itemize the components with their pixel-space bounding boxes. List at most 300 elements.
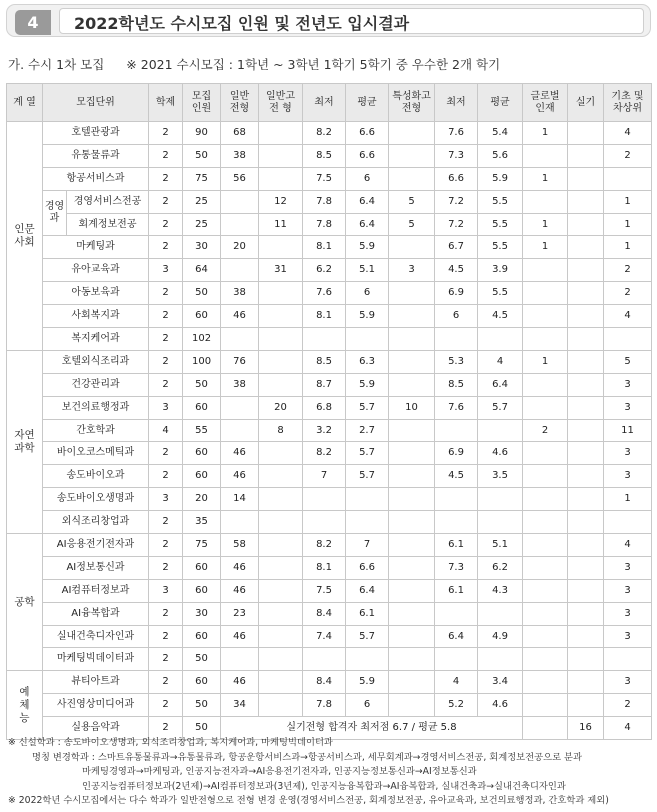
- value-cell: 4: [604, 122, 652, 145]
- value-cell: 20: [259, 396, 303, 419]
- value-cell: [221, 419, 259, 442]
- department-cell: AI융복합과: [43, 602, 149, 625]
- value-cell: [389, 419, 435, 442]
- value-cell: 5.9: [346, 373, 389, 396]
- value-cell: [259, 373, 303, 396]
- value-cell: 10: [389, 396, 435, 419]
- table-row: [7, 122, 652, 145]
- value-cell: 2: [604, 259, 652, 282]
- value-cell: 8.5: [435, 373, 478, 396]
- value-cell: [523, 465, 568, 488]
- value-cell: 12: [259, 190, 303, 213]
- value-cell: 34: [221, 694, 259, 717]
- value-cell: [478, 419, 523, 442]
- value-cell: [259, 671, 303, 694]
- table-row: [7, 534, 652, 557]
- value-cell: 2: [523, 419, 568, 442]
- value-cell: 7.8: [303, 190, 346, 213]
- value-cell: [259, 534, 303, 557]
- value-cell: [568, 236, 604, 259]
- table-row: [7, 190, 652, 213]
- value-cell: 100: [183, 350, 221, 373]
- value-cell: 2: [149, 465, 183, 488]
- value-cell: [259, 694, 303, 717]
- value-cell: 30: [183, 602, 221, 625]
- department-cell: 유통물류과: [43, 144, 149, 167]
- value-cell: 50: [183, 717, 221, 740]
- value-cell: 5.1: [478, 534, 523, 557]
- value-cell: 6.1: [346, 602, 389, 625]
- value-cell: [523, 671, 568, 694]
- table-row: [7, 396, 652, 419]
- value-cell: 7.6: [435, 122, 478, 145]
- value-cell: [604, 328, 652, 351]
- value-cell: [389, 488, 435, 511]
- footnotes: [8, 736, 653, 809]
- value-cell: 6.9: [435, 442, 478, 465]
- section-title-box: [59, 8, 644, 34]
- department-cell: 아동보육과: [43, 282, 149, 305]
- value-cell: 2: [149, 602, 183, 625]
- value-cell: [568, 465, 604, 488]
- table-row: [7, 259, 652, 282]
- value-cell: 4: [149, 419, 183, 442]
- col-header: 일반고 전 형: [259, 84, 303, 122]
- value-cell: [568, 282, 604, 305]
- value-cell: [568, 396, 604, 419]
- value-cell: 76: [221, 350, 259, 373]
- department-cell: 실용음악과: [43, 717, 149, 740]
- value-cell: [523, 648, 568, 671]
- value-cell: 4.6: [478, 694, 523, 717]
- value-cell: 7.4: [303, 625, 346, 648]
- department-cell: 호텔외식조리과: [43, 350, 149, 373]
- value-cell: [303, 511, 346, 534]
- col-header: 일반 전형: [221, 84, 259, 122]
- value-cell: [389, 694, 435, 717]
- value-cell: [523, 373, 568, 396]
- value-cell: 7.2: [435, 190, 478, 213]
- value-cell: 5.7: [478, 396, 523, 419]
- value-cell: 4: [604, 534, 652, 557]
- table-body: [7, 122, 652, 740]
- value-cell: 5.7: [346, 465, 389, 488]
- col-header: 평균: [346, 84, 389, 122]
- value-cell: [259, 625, 303, 648]
- value-cell: 75: [183, 167, 221, 190]
- value-cell: [303, 328, 346, 351]
- value-cell: 4: [478, 350, 523, 373]
- value-cell: [568, 511, 604, 534]
- value-cell: [478, 648, 523, 671]
- col-header: 모집 인원: [183, 84, 221, 122]
- value-cell: [523, 694, 568, 717]
- table-subtitle: [8, 55, 500, 73]
- table-row: [7, 282, 652, 305]
- table-row: [7, 579, 652, 602]
- value-cell: 1: [604, 236, 652, 259]
- value-cell: [259, 305, 303, 328]
- value-cell: [478, 488, 523, 511]
- value-cell: [568, 648, 604, 671]
- value-cell: [259, 648, 303, 671]
- value-cell: 5.9: [346, 236, 389, 259]
- value-cell: [259, 556, 303, 579]
- value-cell: 50: [183, 694, 221, 717]
- value-cell: 60: [183, 625, 221, 648]
- value-cell: [259, 511, 303, 534]
- department-cell: 뷰티아트과: [43, 671, 149, 694]
- value-cell: 4: [604, 717, 652, 740]
- table-row: [7, 328, 652, 351]
- value-cell: 3: [149, 396, 183, 419]
- value-cell: 3.9: [478, 259, 523, 282]
- department-cell: 마케팅과: [43, 236, 149, 259]
- value-cell: 6: [346, 282, 389, 305]
- value-cell: 50: [183, 144, 221, 167]
- value-cell: [259, 579, 303, 602]
- value-cell: 6.6: [346, 144, 389, 167]
- value-cell: 4.3: [478, 579, 523, 602]
- value-cell: [435, 328, 478, 351]
- value-cell: 38: [221, 282, 259, 305]
- value-cell: 8.2: [303, 442, 346, 465]
- value-cell: [389, 122, 435, 145]
- table-row: [7, 236, 652, 259]
- value-cell: 6.4: [478, 373, 523, 396]
- value-cell: 2: [149, 167, 183, 190]
- value-cell: 1: [604, 488, 652, 511]
- value-cell: [523, 488, 568, 511]
- value-cell: 3: [604, 625, 652, 648]
- value-cell: 2: [149, 442, 183, 465]
- value-cell: 3: [604, 579, 652, 602]
- value-cell: 50: [183, 282, 221, 305]
- value-cell: 5.1: [346, 259, 389, 282]
- department-cell: 실내건축디자인과: [43, 625, 149, 648]
- table-row: [7, 419, 652, 442]
- subtitle-note: ※ 2021 수시모집 : 1학년 ~ 3학년 1학기 5학기 중 우수한 2개 학기: [126, 57, 501, 72]
- value-cell: [523, 442, 568, 465]
- department-cell: 호텔관광과: [43, 122, 149, 145]
- value-cell: 46: [221, 305, 259, 328]
- value-cell: 7.6: [435, 396, 478, 419]
- value-cell: 3: [389, 259, 435, 282]
- table-row: [7, 671, 652, 694]
- section-number: 4: [15, 10, 51, 35]
- value-cell: [259, 167, 303, 190]
- value-cell: [259, 144, 303, 167]
- value-cell: 25: [183, 190, 221, 213]
- value-cell: [523, 282, 568, 305]
- value-cell: 58: [221, 534, 259, 557]
- value-cell: 102: [183, 328, 221, 351]
- col-header: 평균: [478, 84, 523, 122]
- value-cell: 3: [604, 442, 652, 465]
- value-cell: 8.1: [303, 236, 346, 259]
- value-cell: [389, 442, 435, 465]
- value-cell: 7.3: [435, 556, 478, 579]
- department-cell: 유아교육과: [43, 259, 149, 282]
- value-cell: [346, 328, 389, 351]
- value-cell: 3: [604, 465, 652, 488]
- value-cell: 60: [183, 305, 221, 328]
- value-cell: 46: [221, 579, 259, 602]
- value-cell: [435, 602, 478, 625]
- value-cell: 6.3: [346, 350, 389, 373]
- table-row: [7, 373, 652, 396]
- footnote-new-depts: ※ 신설학과 : 송도바이오생명과, 외식조리창업과, 복지케어과, 마케팅빅데이터과: [8, 737, 333, 748]
- value-cell: 60: [183, 396, 221, 419]
- value-cell: 1: [523, 350, 568, 373]
- value-cell: [604, 648, 652, 671]
- value-cell: 20: [221, 236, 259, 259]
- department-cell: 보건의료행정과: [43, 396, 149, 419]
- value-cell: 5.7: [346, 625, 389, 648]
- value-cell: 3.4: [478, 671, 523, 694]
- value-cell: [389, 350, 435, 373]
- value-cell: 2: [149, 625, 183, 648]
- col-header: 실기: [568, 84, 604, 122]
- value-cell: [346, 511, 389, 534]
- footnote-renamed: 명칭 변경학과 : 스마트유통물류과→유통물류과, 항공운항서비스과→항공서비스과, 세무회계과→경영서비스전공, 회계정보전공으로 분과: [32, 751, 582, 763]
- value-cell: 7: [303, 465, 346, 488]
- value-cell: 2: [604, 144, 652, 167]
- value-cell: 1: [523, 236, 568, 259]
- value-cell: [389, 671, 435, 694]
- value-cell: 3: [604, 671, 652, 694]
- value-cell: 8.1: [303, 556, 346, 579]
- table-row: [7, 694, 652, 717]
- value-cell: 5.9: [478, 167, 523, 190]
- value-cell: 46: [221, 442, 259, 465]
- value-cell: 8.5: [303, 350, 346, 373]
- value-cell: [221, 648, 259, 671]
- value-cell: [389, 648, 435, 671]
- value-cell: [568, 625, 604, 648]
- department-cell: 항공서비스과: [43, 167, 149, 190]
- table-row: [7, 488, 652, 511]
- merged-note-cell: 실기전형 합격자 최저점 6.7 / 평균 5.8: [221, 717, 523, 740]
- col-header: 학제: [149, 84, 183, 122]
- value-cell: [568, 259, 604, 282]
- value-cell: [523, 625, 568, 648]
- category-cell: 공학: [7, 534, 43, 671]
- value-cell: [568, 122, 604, 145]
- value-cell: 7.2: [435, 213, 478, 236]
- value-cell: 1: [604, 190, 652, 213]
- value-cell: 5.4: [478, 122, 523, 145]
- value-cell: [568, 556, 604, 579]
- value-cell: [259, 442, 303, 465]
- col-header: 계 열: [7, 84, 43, 122]
- value-cell: 3: [149, 488, 183, 511]
- value-cell: [221, 511, 259, 534]
- table-row: [7, 350, 652, 373]
- value-cell: 4: [435, 671, 478, 694]
- footnote-renamed-cont: 마케팅경영과→마케팅과, 인공지능전자과→AI응용전기전자과, 인공지능정보통신과→AI정보통신과: [82, 766, 477, 777]
- footnote-renamed-cont: 인공지능컴퓨터정보과(2년제)→AI컴퓨터정보과(3년제), 인공지능융복합과→AI융복합과, 실내건축과→실내건축디자인과: [82, 780, 566, 792]
- subtitle-label: 가. 수시 1차 모집: [8, 57, 105, 72]
- value-cell: [568, 190, 604, 213]
- admission-table: [6, 83, 652, 740]
- value-cell: 2: [149, 511, 183, 534]
- value-cell: 5.9: [346, 305, 389, 328]
- value-cell: 2: [149, 648, 183, 671]
- value-cell: 25: [183, 213, 221, 236]
- value-cell: 2.7: [346, 419, 389, 442]
- value-cell: 2: [604, 694, 652, 717]
- value-cell: 7.6: [303, 282, 346, 305]
- value-cell: 6.4: [435, 625, 478, 648]
- department-cell: 마케팅빅데이터과: [43, 648, 149, 671]
- value-cell: 7.8: [303, 213, 346, 236]
- value-cell: 4: [604, 305, 652, 328]
- col-header: 글로벌 인재: [523, 84, 568, 122]
- value-cell: 3: [604, 373, 652, 396]
- footnote-2022-change: ※ 2022학년 수시모집에서는 다수 학과가 일반전형으로 전형 변경 운영(경영서비스전공, 회계정보전공, 유아교육과, 보건의료행정과, 간호학과 제외): [8, 795, 609, 806]
- department-cell: 사회복지과: [43, 305, 149, 328]
- value-cell: 6.4: [346, 190, 389, 213]
- value-cell: 55: [183, 419, 221, 442]
- value-cell: 3: [604, 602, 652, 625]
- value-cell: [568, 488, 604, 511]
- table-row: [7, 625, 652, 648]
- value-cell: 75: [183, 534, 221, 557]
- value-cell: 5.3: [435, 350, 478, 373]
- value-cell: [259, 236, 303, 259]
- value-cell: 8: [259, 419, 303, 442]
- value-cell: 4.5: [478, 305, 523, 328]
- value-cell: 6.4: [346, 579, 389, 602]
- table-row: [7, 511, 652, 534]
- value-cell: 50: [183, 373, 221, 396]
- value-cell: 90: [183, 122, 221, 145]
- value-cell: 3.2: [303, 419, 346, 442]
- table-row: [7, 305, 652, 328]
- department-cell: 간호학과: [43, 419, 149, 442]
- table-row: [7, 213, 652, 236]
- value-cell: 2: [149, 717, 183, 740]
- value-cell: 3.5: [478, 465, 523, 488]
- value-cell: [389, 534, 435, 557]
- value-cell: 6: [346, 694, 389, 717]
- value-cell: 68: [221, 122, 259, 145]
- col-header: 최저: [303, 84, 346, 122]
- value-cell: 2: [149, 671, 183, 694]
- value-cell: 2: [149, 122, 183, 145]
- value-cell: [221, 259, 259, 282]
- value-cell: [568, 579, 604, 602]
- section-header: [6, 4, 651, 37]
- value-cell: 6.2: [478, 556, 523, 579]
- value-cell: [259, 602, 303, 625]
- value-cell: [523, 144, 568, 167]
- value-cell: 5.5: [478, 213, 523, 236]
- value-cell: 3: [149, 259, 183, 282]
- table-row: [7, 167, 652, 190]
- value-cell: 5.2: [435, 694, 478, 717]
- section-title: 2022학년도 수시모집 인원 및 전년도 입시결과: [74, 14, 410, 33]
- value-cell: [568, 213, 604, 236]
- value-cell: 3: [149, 579, 183, 602]
- value-cell: [435, 488, 478, 511]
- department-cell: AI정보통신과: [43, 556, 149, 579]
- department-cell: 복지케어과: [43, 328, 149, 351]
- value-cell: 11: [259, 213, 303, 236]
- value-cell: 2: [149, 556, 183, 579]
- value-cell: 2: [149, 282, 183, 305]
- col-header: 기초 및 차상위: [604, 84, 652, 122]
- value-cell: [523, 396, 568, 419]
- value-cell: 2: [149, 190, 183, 213]
- value-cell: 3: [604, 396, 652, 419]
- value-cell: 60: [183, 579, 221, 602]
- value-cell: [478, 328, 523, 351]
- department-cell: 경영서비스전공: [67, 190, 149, 213]
- value-cell: 6.4: [346, 213, 389, 236]
- value-cell: [478, 511, 523, 534]
- value-cell: 7: [346, 534, 389, 557]
- value-cell: [389, 144, 435, 167]
- value-cell: 6: [346, 167, 389, 190]
- value-cell: 2: [149, 328, 183, 351]
- value-cell: [568, 373, 604, 396]
- value-cell: [568, 442, 604, 465]
- value-cell: [523, 259, 568, 282]
- value-cell: 56: [221, 167, 259, 190]
- value-cell: [389, 282, 435, 305]
- value-cell: [259, 488, 303, 511]
- value-cell: 1: [523, 213, 568, 236]
- value-cell: 11: [604, 419, 652, 442]
- value-cell: 46: [221, 625, 259, 648]
- value-cell: 16: [568, 717, 604, 740]
- value-cell: 5.6: [478, 144, 523, 167]
- col-header: 모집단위: [43, 84, 149, 122]
- value-cell: 6.9: [435, 282, 478, 305]
- value-cell: 5.9: [346, 671, 389, 694]
- value-cell: 5.5: [478, 236, 523, 259]
- table-row: [7, 465, 652, 488]
- value-cell: 7.5: [303, 167, 346, 190]
- value-cell: [435, 419, 478, 442]
- value-cell: 2: [604, 282, 652, 305]
- value-cell: [389, 167, 435, 190]
- value-cell: 4.9: [478, 625, 523, 648]
- value-cell: 2: [149, 694, 183, 717]
- value-cell: 60: [183, 671, 221, 694]
- department-cell: AI컴퓨터정보과: [43, 579, 149, 602]
- value-cell: 6.1: [435, 579, 478, 602]
- value-cell: [389, 305, 435, 328]
- value-cell: 20: [183, 488, 221, 511]
- value-cell: 8.2: [303, 122, 346, 145]
- value-cell: [523, 556, 568, 579]
- value-cell: 8.4: [303, 602, 346, 625]
- value-cell: 8.4: [303, 671, 346, 694]
- value-cell: 23: [221, 602, 259, 625]
- value-cell: 7.3: [435, 144, 478, 167]
- value-cell: 6.6: [435, 167, 478, 190]
- value-cell: [221, 396, 259, 419]
- department-cell: 송도바이오생명과: [43, 488, 149, 511]
- value-cell: 6.8: [303, 396, 346, 419]
- value-cell: 31: [259, 259, 303, 282]
- value-cell: [346, 648, 389, 671]
- category-cell: 자연 과학: [7, 350, 43, 533]
- value-cell: 60: [183, 465, 221, 488]
